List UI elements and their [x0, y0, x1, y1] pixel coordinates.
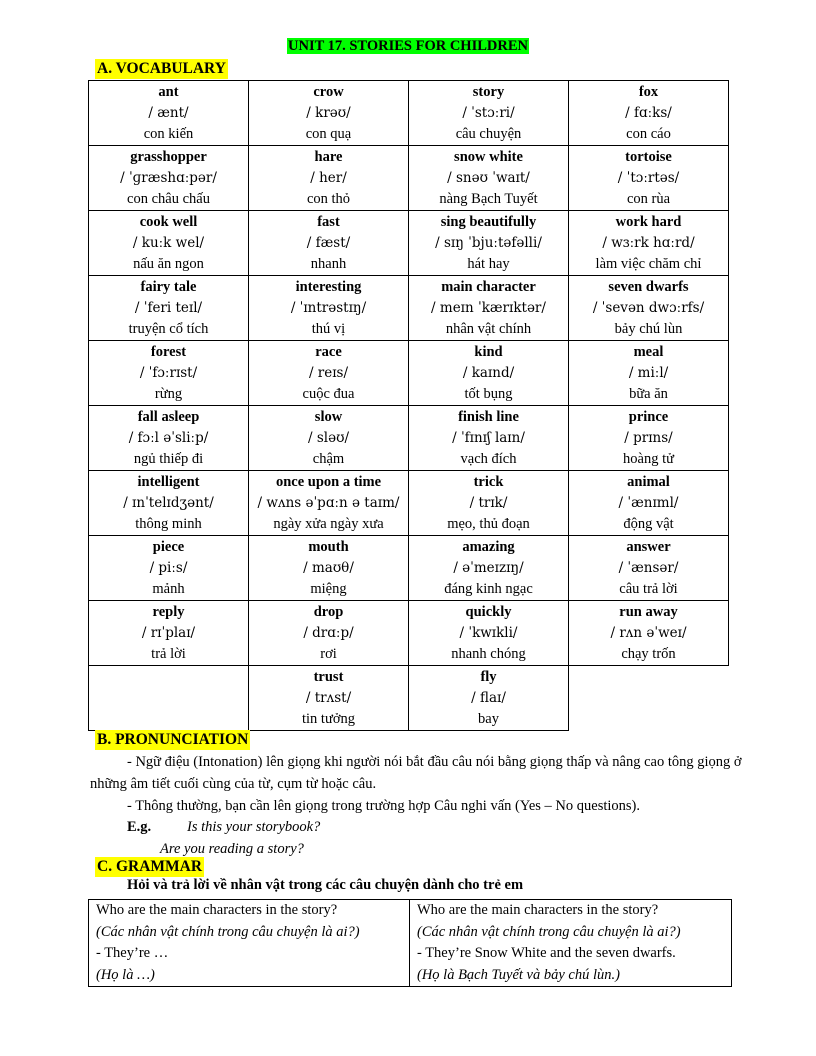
vocab-meaning: con châu chấu [127, 191, 210, 207]
vocab-cell [249, 536, 409, 601]
vocab-meaning: nhanh chóng [451, 646, 526, 662]
vocab-word: reply [152, 604, 185, 620]
page-title-text: UNIT 17. STORIES FOR CHILDREN [288, 38, 528, 54]
vocab-word: animal [627, 474, 670, 490]
vocab-meaning: thú vị [311, 321, 346, 337]
vocab-meaning: trả lời [151, 646, 186, 662]
vocab-meaning: tốt bụng [464, 386, 513, 402]
vocab-cell [249, 276, 409, 341]
vocab-word: ant [158, 84, 179, 100]
vocab-cell [409, 81, 569, 146]
vocab-row [89, 601, 729, 666]
vocab-meaning: miệng [310, 581, 347, 597]
vocab-cell [249, 341, 409, 406]
vocab-cell [409, 536, 569, 601]
vocab-meaning: con thỏ [306, 191, 351, 207]
vocab-meaning: tin tưởng [302, 711, 355, 727]
vocab-cell [569, 471, 729, 536]
vocab-cell [569, 146, 729, 211]
vocab-row [89, 406, 729, 471]
vocab-meaning: bảy chú lùn [614, 321, 683, 337]
vocab-phonetic: / əˈmeɪzɪŋ/ [453, 560, 524, 576]
vocab-word: main character [441, 279, 536, 295]
vocab-meaning: rơi [320, 646, 337, 662]
vocab-meaning: mẹo, thủ đoạn [447, 516, 530, 532]
vocab-cell [409, 666, 569, 731]
vocab-word: cook well [139, 214, 198, 230]
vocab-word: work hard [615, 214, 682, 230]
vocab-meaning: thông minh [135, 516, 202, 532]
vocab-word: crow [313, 84, 344, 100]
vocab-word: fly [480, 669, 497, 685]
grammar-subtitle: Hỏi và trả lời về nhân vật trong các câu chuyện dành cho trẻ em [127, 877, 524, 893]
vocab-cell [249, 211, 409, 276]
vocab-meaning: con quạ [305, 126, 352, 142]
vocab-word: seven dwarfs [608, 279, 689, 295]
vocab-meaning: bay [478, 711, 499, 727]
vocab-phonetic: / prɪns/ [624, 430, 673, 446]
vocab-word: finish line [458, 409, 519, 425]
vocab-meaning: nhanh [310, 256, 347, 272]
vocab-meaning: truyện cổ tích [128, 321, 209, 337]
vocab-cell [249, 146, 409, 211]
vocab-word: drop [313, 604, 344, 620]
vocab-phonetic: / ɪnˈtelɪdʒənt/ [123, 495, 214, 511]
vocab-cell [409, 406, 569, 471]
vocab-row [89, 81, 729, 146]
vocab-cell [249, 601, 409, 666]
vocab-meaning: rừng [154, 386, 183, 402]
vocab-row [89, 211, 729, 276]
vocab-cell [89, 276, 249, 341]
vocab-meaning: hát hay [467, 256, 510, 272]
vocab-phonetic: / meɪn ˈkærɪktər/ [431, 300, 546, 316]
vocab-row [89, 276, 729, 341]
vocab-word: story [472, 84, 505, 100]
vocab-phonetic: / ˈænsər/ [618, 560, 679, 576]
vocab-phonetic: / wʌns əˈpɑːn ə taɪm/ [257, 495, 400, 511]
grammar-table [88, 899, 732, 987]
vocab-cell [89, 211, 249, 276]
vocab-phonetic: / ˈferi teɪl/ [134, 300, 203, 316]
grammar-cell-right [410, 900, 732, 987]
vocab-word: meal [633, 344, 664, 360]
vocab-phonetic: / kuːk wel/ [132, 235, 205, 251]
vocab-phonetic: / trʌst/ [305, 690, 352, 706]
vocab-row [89, 536, 729, 601]
vocab-phonetic: / fæst/ [306, 235, 351, 251]
vocab-word: mouth [308, 539, 349, 555]
vocab-phonetic: / ˈfɪnɪʃ laɪn/ [452, 430, 525, 446]
grammar-left-answer-vi: (Họ là …) [96, 966, 155, 983]
vocab-cell [409, 211, 569, 276]
vocab-phonetic: / fɔːl əˈsliːp/ [128, 430, 209, 446]
vocab-meaning: câu chuyện [455, 126, 522, 142]
vocab-cell [569, 211, 729, 276]
vocab-cell [249, 471, 409, 536]
vocab-meaning: đáng kinh ngạc [444, 581, 533, 597]
vocab-phonetic: / rɪˈplaɪ/ [141, 625, 196, 641]
vocab-phonetic: / ˈstɔːri/ [462, 105, 515, 121]
vocab-cell [569, 276, 729, 341]
section-pronunciation-heading: B. PRONUNCIATION [97, 731, 249, 748]
vocab-meaning: chạy trốn [621, 646, 676, 662]
vocab-phonetic: / krəʊ/ [306, 105, 351, 121]
vocab-cell-empty [89, 666, 249, 731]
vocab-phonetic: / trɪk/ [469, 495, 508, 511]
grammar-left-question: Who are the main characters in the story? [96, 902, 338, 918]
vocab-word: prince [628, 409, 669, 425]
vocab-phonetic: / sɪŋ ˈbjuːtəfəlli/ [435, 235, 542, 251]
vocab-meaning: ngủ thiếp đi [133, 451, 204, 467]
vocab-phonetic: / snəʊ ˈwaɪt/ [447, 170, 530, 186]
vocab-word: race [315, 344, 342, 360]
vocab-cell [569, 601, 729, 666]
vocab-cell-empty [569, 666, 729, 731]
vocab-word: once upon a time [275, 474, 382, 490]
vocab-cell [569, 81, 729, 146]
vocab-word: trust [313, 669, 344, 685]
vocab-cell [89, 341, 249, 406]
vocabulary-table [88, 80, 729, 731]
vocab-phonetic: / ˈtɔːrtəs/ [617, 170, 680, 186]
vocab-cell [569, 406, 729, 471]
grammar-left-answer: - They’re … [96, 945, 169, 961]
vocab-cell [89, 81, 249, 146]
section-grammar-heading: C. GRAMMAR [97, 858, 203, 875]
vocab-word: forest [150, 344, 187, 360]
vocab-meaning: con cáo [626, 126, 671, 142]
vocab-phonetic: / drɑːp/ [303, 625, 354, 641]
vocab-word: intelligent [137, 474, 200, 490]
grammar-row [89, 900, 732, 987]
section-vocabulary-heading: A. VOCABULARY [97, 60, 226, 77]
vocab-word: grasshopper [130, 149, 207, 165]
vocab-meaning: con kiến [143, 126, 194, 142]
vocab-cell [569, 341, 729, 406]
vocab-cell [89, 601, 249, 666]
vocab-phonetic: / ˈsevən dwɔːrfs/ [592, 300, 705, 316]
vocab-word: hare [314, 149, 343, 165]
vocab-row [89, 666, 729, 731]
vocab-cell [249, 666, 409, 731]
vocab-cell [409, 146, 569, 211]
vocab-phonetic: / ænt/ [148, 105, 189, 121]
vocab-meaning: mảnh [152, 581, 185, 597]
example-sentence-2: Are you reading a story? [160, 841, 304, 857]
vocab-word: trick [473, 474, 504, 490]
vocab-word: answer [626, 539, 671, 555]
vocab-meaning: bữa ăn [629, 386, 668, 402]
vocab-word: amazing [462, 539, 515, 555]
vocab-meaning: nấu ăn ngon [133, 256, 204, 272]
vocab-word: fox [638, 84, 659, 100]
vocab-row [89, 146, 729, 211]
vocab-cell [409, 471, 569, 536]
page-title [0, 38, 816, 55]
vocab-word: tortoise [625, 149, 672, 165]
vocab-phonetic: / ˈkwɪkli/ [459, 625, 518, 641]
vocab-cell [249, 81, 409, 146]
vocab-phonetic: / sləʊ/ [308, 430, 349, 446]
vocab-phonetic: / wɜːrk hɑːrd/ [602, 235, 695, 251]
vocab-cell [89, 471, 249, 536]
vocab-meaning: động vật [623, 516, 674, 532]
vocab-phonetic: / ˈænɪml/ [618, 495, 679, 511]
vocab-word: fairy tale [140, 279, 197, 295]
vocab-meaning: chậm [312, 451, 345, 467]
vocab-phonetic: / miːl/ [628, 365, 669, 381]
vocab-cell [409, 601, 569, 666]
grammar-right-answer: - They’re Snow White and the seven dwarfs. [417, 945, 676, 961]
grammar-right-question: Who are the main characters in the story? [417, 902, 659, 918]
vocab-meaning: con rùa [626, 191, 671, 207]
vocab-cell [89, 536, 249, 601]
vocab-meaning: ngày xửa ngày xưa [273, 516, 384, 532]
grammar-right-answer-vi: (Họ là Bạch Tuyết và bảy chú lùn.) [417, 966, 620, 983]
grammar-cell-left [89, 900, 410, 987]
vocab-meaning: vạch đích [460, 451, 517, 467]
vocab-meaning: cuộc đua [302, 386, 355, 402]
example-label: E.g. [127, 819, 152, 835]
vocab-cell [409, 341, 569, 406]
vocab-meaning: nàng Bạch Tuyết [439, 191, 538, 207]
vocab-word: snow white [454, 149, 523, 165]
pronunciation-paragraph-2: - Thông thường, bạn cần lên giọng trong trường hợp Câu nghi vấn (Yes – No questions). [127, 798, 641, 814]
pronunciation-paragraph-1: - Ngữ điệu (Intonation) lên giọng khi người nói bắt đầu câu nói bằng giọng thấp và nâng cao tông giọng ở những âm tiết cuối cùng của từ, cụm từ hoặc câu. [90, 754, 742, 792]
vocab-cell [249, 406, 409, 471]
vocab-phonetic: / kaɪnd/ [462, 365, 515, 381]
vocab-row [89, 471, 729, 536]
vocab-word: kind [474, 344, 503, 360]
vocab-word: fast [317, 214, 340, 230]
vocab-phonetic: / fɑːks/ [625, 105, 672, 121]
vocab-phonetic: / piːs/ [149, 560, 188, 576]
vocab-meaning: nhân vật chính [445, 321, 532, 337]
vocab-word: quickly [465, 604, 512, 620]
vocab-phonetic: / ˈɡræshɑːpər/ [120, 170, 217, 186]
vocab-phonetic: / ˈɪntrəstɪŋ/ [290, 300, 367, 316]
vocab-phonetic: / her/ [310, 170, 347, 186]
vocab-meaning: hoàng tử [623, 451, 674, 467]
grammar-right-question-vi: (Các nhân vật chính trong câu chuyện là ai?) [417, 923, 681, 940]
vocab-cell [89, 146, 249, 211]
vocab-word: sing beautifully [440, 214, 537, 230]
vocab-word: interesting [295, 279, 362, 295]
vocab-phonetic: / maʊθ/ [303, 560, 354, 576]
vocab-cell [569, 536, 729, 601]
vocab-phonetic: / ˈfɔːrɪst/ [139, 365, 198, 381]
vocab-word: piece [152, 539, 185, 555]
vocab-phonetic: / flaɪ/ [471, 690, 506, 706]
vocab-word: fall asleep [137, 409, 200, 425]
vocab-cell [409, 276, 569, 341]
grammar-left-question-vi: (Các nhân vật chính trong câu chuyện là ai?) [96, 923, 360, 940]
vocab-meaning: làm việc chăm chỉ [595, 256, 702, 272]
example-sentence-1: Is this your storybook? [187, 819, 321, 835]
vocab-word: run away [619, 604, 678, 620]
vocab-phonetic: / reɪs/ [308, 365, 349, 381]
vocab-phonetic: / rʌn əˈweɪ/ [610, 625, 687, 641]
vocab-meaning: câu trả lời [619, 581, 678, 597]
vocab-row [89, 341, 729, 406]
vocab-word: slow [314, 409, 343, 425]
vocab-cell [89, 406, 249, 471]
